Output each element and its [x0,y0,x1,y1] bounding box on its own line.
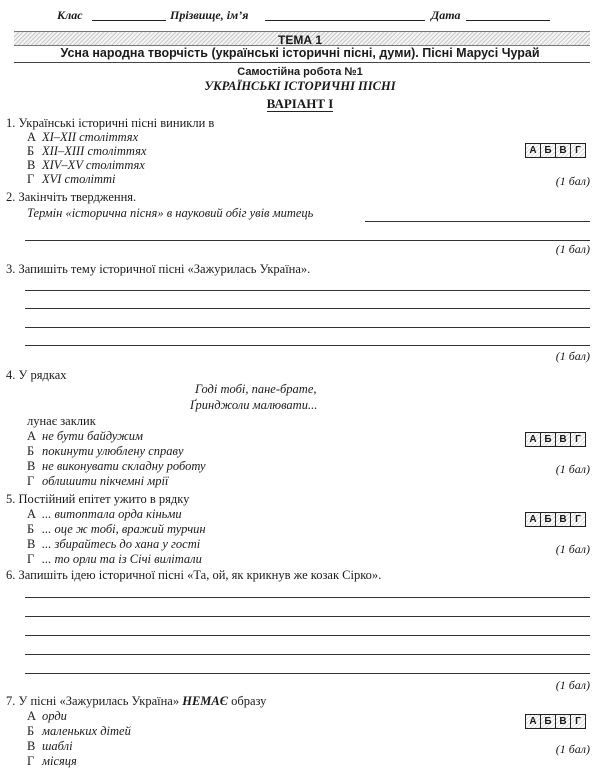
q1-option-c[interactable]: В XIV–XV століттях [27,158,145,172]
q5-option-d[interactable]: Г ... то орли та із Січі вилітали [27,552,202,566]
q2-answer-line-2[interactable] [25,240,590,241]
q7-score: (1 бал) [555,742,590,756]
class-field[interactable] [92,20,166,21]
grid-cell-a[interactable]: А [525,512,541,527]
q4-option-c[interactable]: В не виконувати складну роботу [27,459,206,473]
q5-option-c[interactable]: В ... збирайтесь до хана у гості [27,537,201,551]
q4-quote-line-1: Годі тобі, пане-брате, [195,382,317,396]
grid-cell-d[interactable]: Г [570,432,586,447]
q4-option-b[interactable]: Б покинути улюблену справу [27,444,184,458]
q6-answer-line-4[interactable] [25,654,590,655]
class-label: Клас [57,8,83,22]
q1-option-b[interactable]: Б XII–XIII століттях [27,144,147,158]
q7-answer-grid [526,714,586,729]
q6-answer-line-3[interactable] [25,635,590,636]
q6-answer-line-1[interactable] [25,597,590,598]
q4-quote-line-2: Ґринджоли малювати... [190,398,318,412]
q6-answer-line-5[interactable] [25,673,590,674]
grid-cell-c[interactable]: В [555,512,571,527]
surname-label: Прізвище, ім’я [170,8,249,22]
grid-cell-c[interactable]: В [555,143,571,158]
theme-divider [14,62,590,63]
q5-option-b[interactable]: Б ... оце ж тобі, вражий турчин [27,522,206,536]
grid-cell-a[interactable]: А [525,143,541,158]
question-7: 7. У пісні «Зажурилась Україна» НЕМАЄ образу [6,694,267,708]
q6-answer-line-2[interactable] [25,616,590,617]
q3-answer-line-2[interactable] [25,308,590,309]
surname-field[interactable] [265,20,425,21]
theme-number: ТЕМА 1 [277,33,322,47]
q4-answer-grid [526,432,586,447]
question-2: 2. Закінчіть твердження. [6,190,137,204]
q7-option-a[interactable]: А орди [27,709,67,723]
question-1: 1. Українські історичні пісні виникли в [6,116,215,130]
grid-cell-d[interactable]: Г [570,512,586,527]
theme-title: Усна народна творчість (українські історичні пісні, думи). Пісні Марусі Чурай [60,46,540,60]
q7-option-c[interactable]: В шаблі [27,739,73,753]
grid-cell-d[interactable]: Г [570,143,586,158]
question-5: 5. Постійний епітет ужито в рядку [6,492,190,506]
grid-cell-b[interactable]: Б [540,714,556,729]
grid-cell-b[interactable]: Б [540,143,556,158]
q4-after-text: лунає заклик [27,414,96,428]
work-title: Самостійна робота №1 [237,66,363,78]
q5-option-a[interactable]: А ... витоптала орда кіньми [27,507,182,521]
q1-score: (1 бал) [555,174,590,188]
q3-answer-line-3[interactable] [25,327,590,328]
grid-cell-a[interactable]: А [525,714,541,729]
variant-title: ВАРІАНТ І [266,96,334,111]
q6-score: (1 бал) [555,678,590,692]
q2-score: (1 бал) [555,242,590,256]
q5-score: (1 бал) [555,542,590,556]
grid-cell-b[interactable]: Б [540,512,556,527]
date-label: Дата [431,8,461,22]
q4-score: (1 бал) [555,462,590,476]
q7-option-b[interactable]: Б маленьких дітей [27,724,131,738]
grid-cell-a[interactable]: А [525,432,541,447]
q1-option-d[interactable]: Г XVI столітті [27,172,116,186]
grid-cell-c[interactable]: В [555,432,571,447]
q3-score: (1 бал) [555,349,590,363]
q4-option-a[interactable]: А не бути байдужим [27,429,143,443]
q2-answer-line-1[interactable] [365,221,590,222]
question-4: 4. У рядках [6,368,67,382]
q5-answer-grid [526,512,586,527]
question-6: 6. Запишіть ідею історичної пісні «Та, ой, як крикнув же козак Сірко». [6,568,382,582]
q2-statement: Термін «історична пісня» в науковий обіг увів митець [27,206,314,220]
work-subtitle: УКРАЇНСЬКІ ІСТОРИЧНІ ПІСНІ [204,79,396,93]
q3-answer-line-1[interactable] [25,290,590,291]
q3-answer-line-4[interactable] [25,345,590,346]
grid-cell-d[interactable]: Г [570,714,586,729]
q7-option-d[interactable]: Г місяця [27,754,77,768]
date-field[interactable] [466,20,550,21]
question-3: 3. Запишіть тему історичної пісні «Зажурилась Україна». [6,262,311,276]
q1-option-a[interactable]: А XI–XII століттях [27,130,139,144]
grid-cell-b[interactable]: Б [540,432,556,447]
grid-cell-c[interactable]: В [555,714,571,729]
q4-option-d[interactable]: Г облишити пікчемні мрії [27,474,169,488]
q1-answer-grid [526,143,586,158]
